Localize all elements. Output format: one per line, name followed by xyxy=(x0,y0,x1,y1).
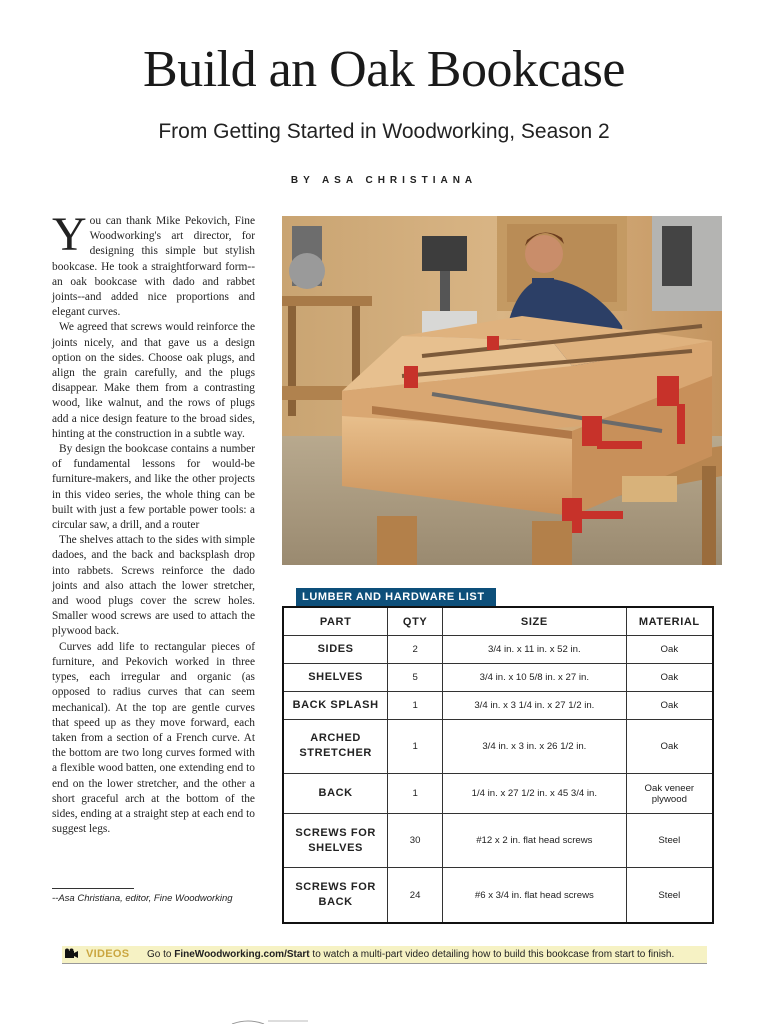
header-size: SIZE xyxy=(443,607,627,636)
qty-cell: 30 xyxy=(388,814,443,868)
table-row xyxy=(283,814,713,868)
part-cell: SCREWS FOR SHELVES xyxy=(283,814,388,868)
editor-signature: --Asa Christiana, editor, Fine Woodworking xyxy=(52,893,233,904)
paragraph: By design the bookcase contains a number of fundamental lessons for would-be furniture-makers, and like the other projects in this video series, the whole thing can be built with just a few portable power tools: a circular saw, a drill, and a router xyxy=(52,443,255,532)
article-title: Build an Oak Bookcase xyxy=(143,41,625,98)
article-subtitle: From Getting Started in Woodworking, Season 2 xyxy=(158,120,610,143)
paragraph: You can thank Mike Pekovich, Fine Woodworking's art director, for designing this simple but stylish bookcase. He took a straightforward form--an oak bookcase with dado and rabbet joints--and added nice proportions and elegant curves. xyxy=(52,208,255,319)
material-cell: Steel xyxy=(626,868,713,923)
table-row xyxy=(283,636,713,664)
material-cell: Oak xyxy=(626,719,713,773)
material-cell: Oak xyxy=(626,636,713,664)
size-cell: #6 x 3/4 in. flat head screws xyxy=(443,868,627,923)
size-cell: #12 x 2 in. flat head screws xyxy=(443,814,627,868)
film-camera-icon xyxy=(64,948,79,960)
part-cell: BACK xyxy=(283,774,388,814)
videos-label: VIDEOS xyxy=(86,948,130,960)
signature-rule xyxy=(52,888,134,889)
table-row xyxy=(283,719,713,773)
part-cell: SCREWS FOR BACK xyxy=(283,868,388,923)
part-cell: ARCHED STRETCHER xyxy=(283,719,388,773)
material-cell: Oak xyxy=(626,691,713,719)
size-cell: 3/4 in. x 3 in. x 26 1/2 in. xyxy=(443,719,627,773)
videos-text: Go to FineWoodworking.com/Start to watch a multi-part video detailing how to build this bookcase from start to finish. xyxy=(147,949,675,960)
paragraph: The shelves attach to the sides with simple dadoes, and the back and backsplash drop into rabbets. Screws reinforce the dado joints and also attach the lower stretcher, and wood plugs cover the screw holes. Smaller wood screws are used to attach the plywood back. xyxy=(52,534,255,638)
byline: BY ASA CHRISTIANA xyxy=(290,175,478,186)
paragraph: We agreed that screws would reinforce the joints nicely, and that gave us a design option on the sides. Choose oak plugs, and align the grain carefully, and the plugs disappear. Make them from a contrasting wood, like walnut, and the rows of plugs add a nice design feature to the broad sides, hinting at the construction in a subtle way. xyxy=(52,321,255,440)
table-row xyxy=(283,774,713,814)
part-cell: SHELVES xyxy=(283,663,388,691)
qty-cell: 2 xyxy=(388,636,443,664)
footer-mark xyxy=(230,1018,310,1024)
paragraph: Curves add life to rectangular pieces of furniture, and Pekovich worked in three types, each irregular and organic (as opposed to radius curves that can seem mechanical). At the top are gentle curves that speed up as they move forward, each taken from a section of a French curve. At the bottom are two long curves formed with a flexible wood batten, one extending end to end on the lower stretcher, and the other a short graceful arch at the bottom of the sides, ending at a straight step at each end to suggest legs. xyxy=(52,640,255,836)
material-cell: Oak veneer plywood xyxy=(626,774,713,814)
workshop-photo xyxy=(282,216,722,565)
videos-link[interactable]: FineWoodworking.com/Start xyxy=(174,949,310,960)
material-cell: Oak xyxy=(626,663,713,691)
size-cell: 3/4 in. x 3 1/4 in. x 27 1/2 in. xyxy=(443,691,627,719)
article-body xyxy=(52,208,255,837)
qty-cell: 1 xyxy=(388,719,443,773)
lumber-hardware-table xyxy=(282,606,714,924)
drop-cap: Y xyxy=(52,208,87,261)
lumber-list-title: LUMBER AND HARDWARE LIST xyxy=(296,588,496,607)
videos-banner xyxy=(62,946,707,964)
header-part: PART xyxy=(283,607,388,636)
header-material: MATERIAL xyxy=(626,607,713,636)
table-row xyxy=(283,691,713,719)
table-row xyxy=(283,663,713,691)
part-cell: SIDES xyxy=(283,636,388,664)
qty-cell: 24 xyxy=(388,868,443,923)
qty-cell: 1 xyxy=(388,691,443,719)
size-cell: 3/4 in. x 11 in. x 52 in. xyxy=(443,636,627,664)
material-cell: Steel xyxy=(626,814,713,868)
qty-cell: 1 xyxy=(388,774,443,814)
size-cell: 3/4 in. x 10 5/8 in. x 27 in. xyxy=(443,663,627,691)
part-cell: BACK SPLASH xyxy=(283,691,388,719)
table-row xyxy=(283,868,713,923)
qty-cell: 5 xyxy=(388,663,443,691)
table-header-row xyxy=(283,607,713,636)
size-cell: 1/4 in. x 27 1/2 in. x 45 3/4 in. xyxy=(443,774,627,814)
header-qty: QTY xyxy=(388,607,443,636)
